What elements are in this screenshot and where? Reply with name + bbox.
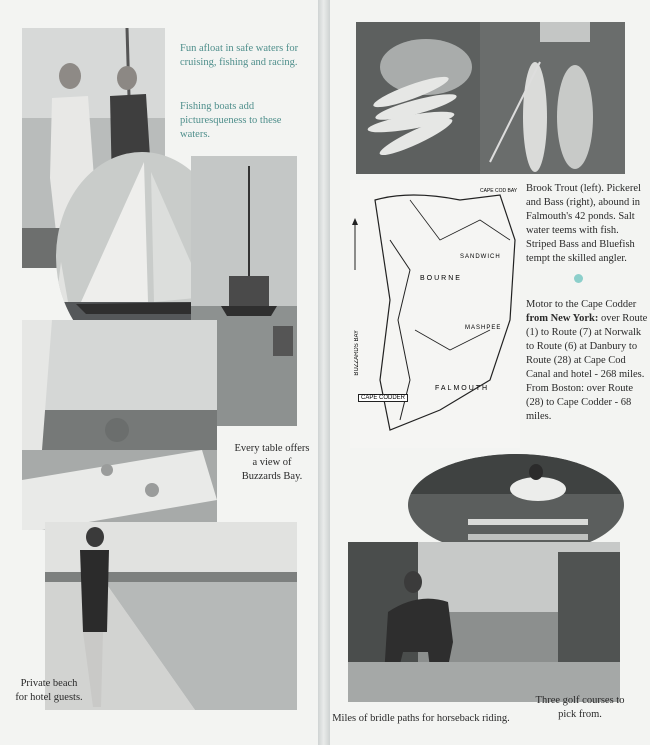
caption-sailing: Fun afloat in safe waters for cruising, fishing and racing. [180,43,299,68]
photo-brook-trout [356,22,480,174]
map-cape-cod [350,180,520,448]
photo-horse-jumping [408,454,624,556]
map-hotel-label: CAPE CODDER [358,394,408,402]
caption-bridle-paths: Miles of bridle paths for horseback riding. [332,713,510,724]
map-town-bourne: BOURNE [420,275,462,282]
map-town-cape-cod-bay: CAPE COD BAY [480,188,518,194]
caption-fishing-boats: Fishing boats add picturesqueness to these waters. [180,101,282,140]
right-page [330,0,650,745]
photo-horseback-riding [348,542,620,702]
directions-ny: over Route (1) to Route (7) at Norwalk to Route (6) at Danbury to Route (28) at Cape Cod Canal and hotel - 268 miles. [526,313,648,380]
map-town-falmouth: FALMOUTH [435,385,490,392]
accent-dot [574,274,583,283]
caption-golf: Three golf courses to pick from. [535,695,625,720]
map-town-mashpee: MASHPEE [465,325,502,331]
caption-directions [526,298,648,424]
caption-fish: Brook Trout (left). Pickerel and Bass (right), abound in Falmouth's 42 ponds. Salt water teems with fish. Striped Bass and Bluefish tempt the skilled angler. [526,183,641,264]
caption-table: Every table offers a view of Buzzards Bay. [234,443,310,482]
left-page [0,0,320,745]
photo-dining-room [22,320,217,530]
directions-from-ny: from New York: [526,313,599,324]
caption-beach: Private beach for hotel guests. [15,678,83,703]
photo-pickerel-bass [480,22,625,174]
map-bay-label: BUZZARDS BAY [354,330,360,376]
directions-lead: Motor to the Cape Codder [526,299,637,310]
map-town-sandwich: SANDWICH [460,254,501,260]
directions-boston: From Boston: over Route (28) to Cape Codder - 68 miles. [526,383,634,422]
